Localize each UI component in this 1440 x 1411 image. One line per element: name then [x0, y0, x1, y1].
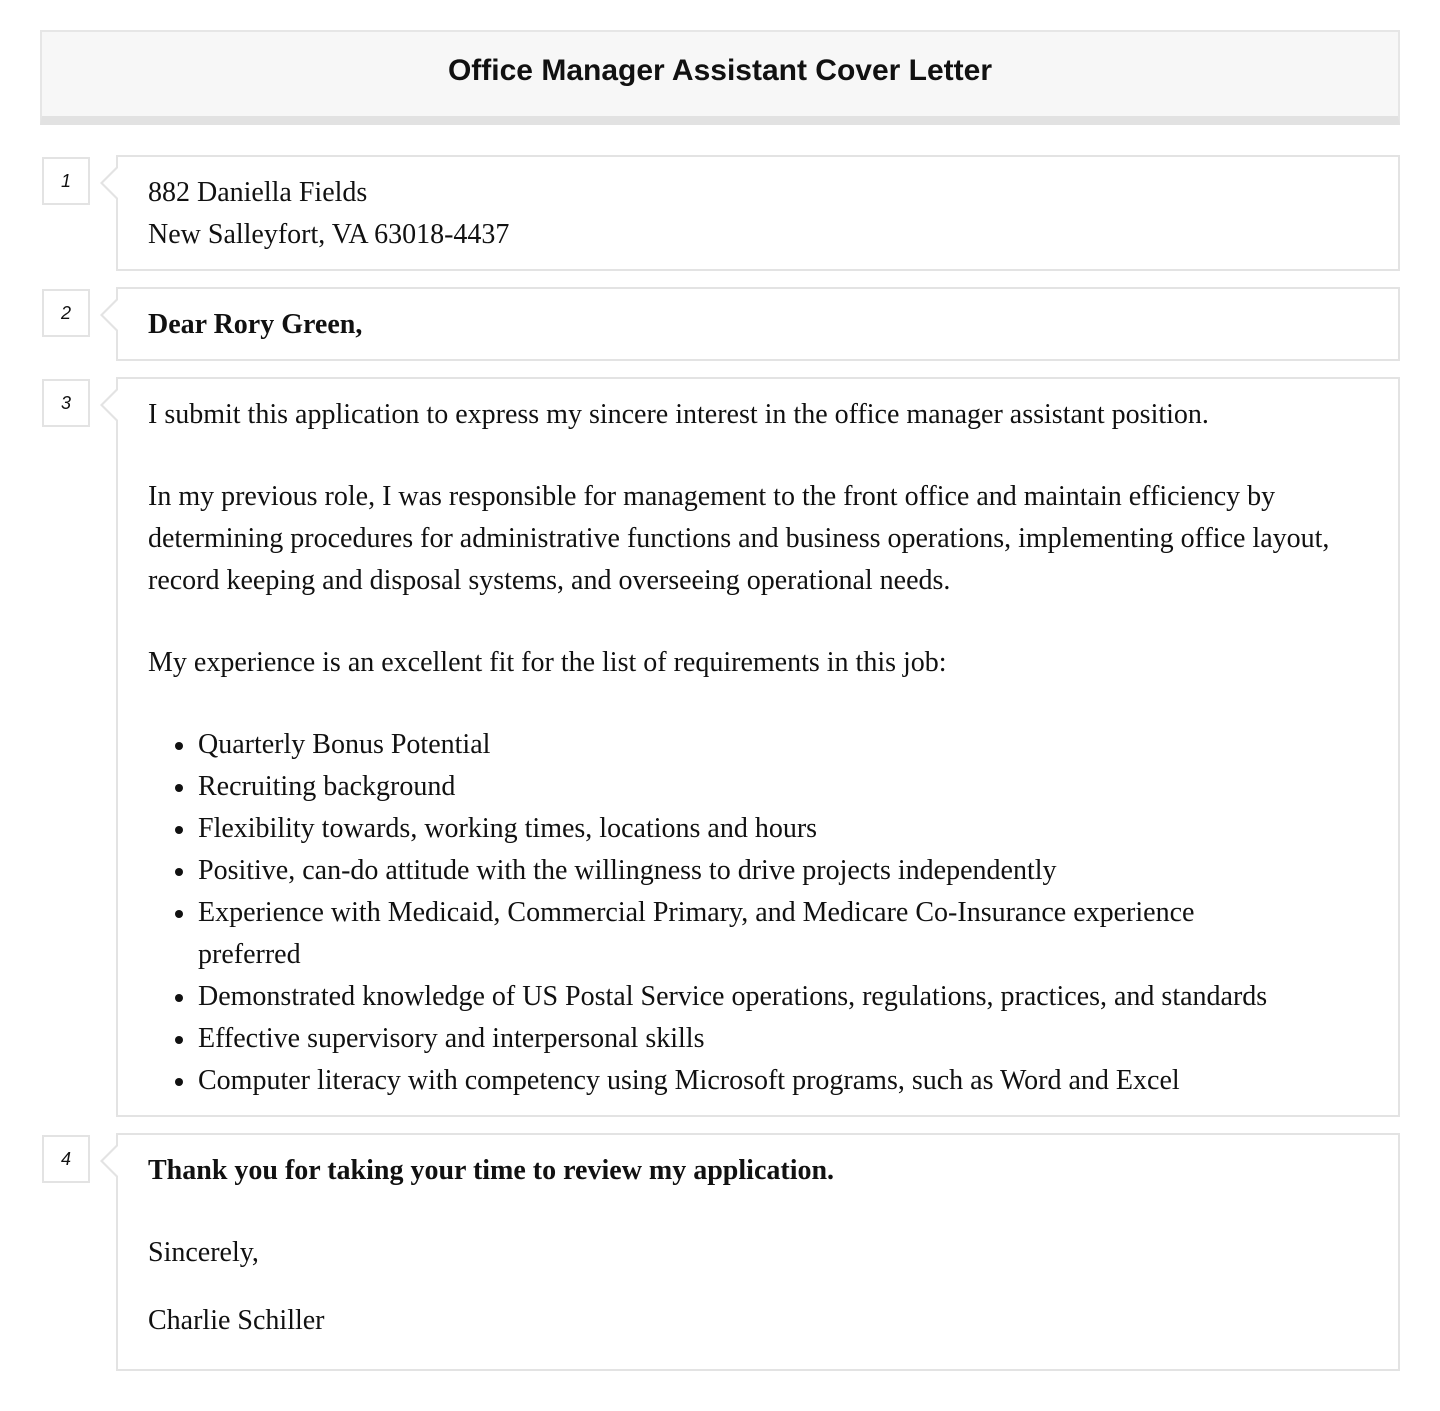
list-item: Positive, can-do attitude with the willingness to drive projects independently [198, 850, 1368, 892]
signature-name: Charlie Schiller [148, 1305, 325, 1336]
list-item: Quarterly Bonus Potential [198, 724, 1368, 766]
salutation-card [116, 287, 1400, 361]
list-item: Computer literacy with competency using Microsoft programs, such as Word and Excel [198, 1060, 1368, 1102]
fit-statement: My experience is an excellent fit for the list of requirements in this job: [148, 647, 947, 678]
section-number-2: 2 [42, 289, 90, 337]
address-line-1: 882 Daniella Fields [148, 177, 368, 208]
requirements-list [148, 724, 1368, 1102]
closing-line: Sincerely, [148, 1237, 259, 1268]
intro-paragraph: I submit this application to express my sincere interest in the office manager assistant position. [148, 399, 1209, 430]
body-card [116, 377, 1400, 1117]
address-card [116, 155, 1400, 271]
section-number-3: 3 [42, 379, 90, 427]
salutation: Dear Rory Green, [148, 309, 363, 340]
section-number-4: 4 [42, 1135, 90, 1183]
experience-paragraph: In my previous role, I was responsible for management to the front office and maintain efficiency by determining procedures for administrative functions and business operations, implementing office layout, record keeping and disposal systems, and overseeing operational needs. [148, 481, 1330, 596]
list-item: Effective supervisory and interpersonal skills [198, 1018, 1368, 1060]
section-number-1: 1 [42, 157, 90, 205]
address-line-2: New Salleyfort, VA 63018-4437 [148, 219, 510, 250]
page-title: Office Manager Assistant Cover Letter [447, 54, 993, 87]
document-title-bar [40, 30, 1400, 125]
list-item: Flexibility towards, working times, locations and hours [198, 808, 1368, 850]
closing-card [116, 1133, 1400, 1371]
list-item: Demonstrated knowledge of US Postal Service operations, regulations, practices, and standards [198, 976, 1368, 1018]
list-item: Recruiting background [198, 766, 1368, 808]
list-item: Experience with Medicaid, Commercial Primary, and Medicare Co-Insurance experience preferred [198, 892, 1368, 976]
thank-you-line: Thank you for taking your time to review my application. [148, 1155, 835, 1186]
